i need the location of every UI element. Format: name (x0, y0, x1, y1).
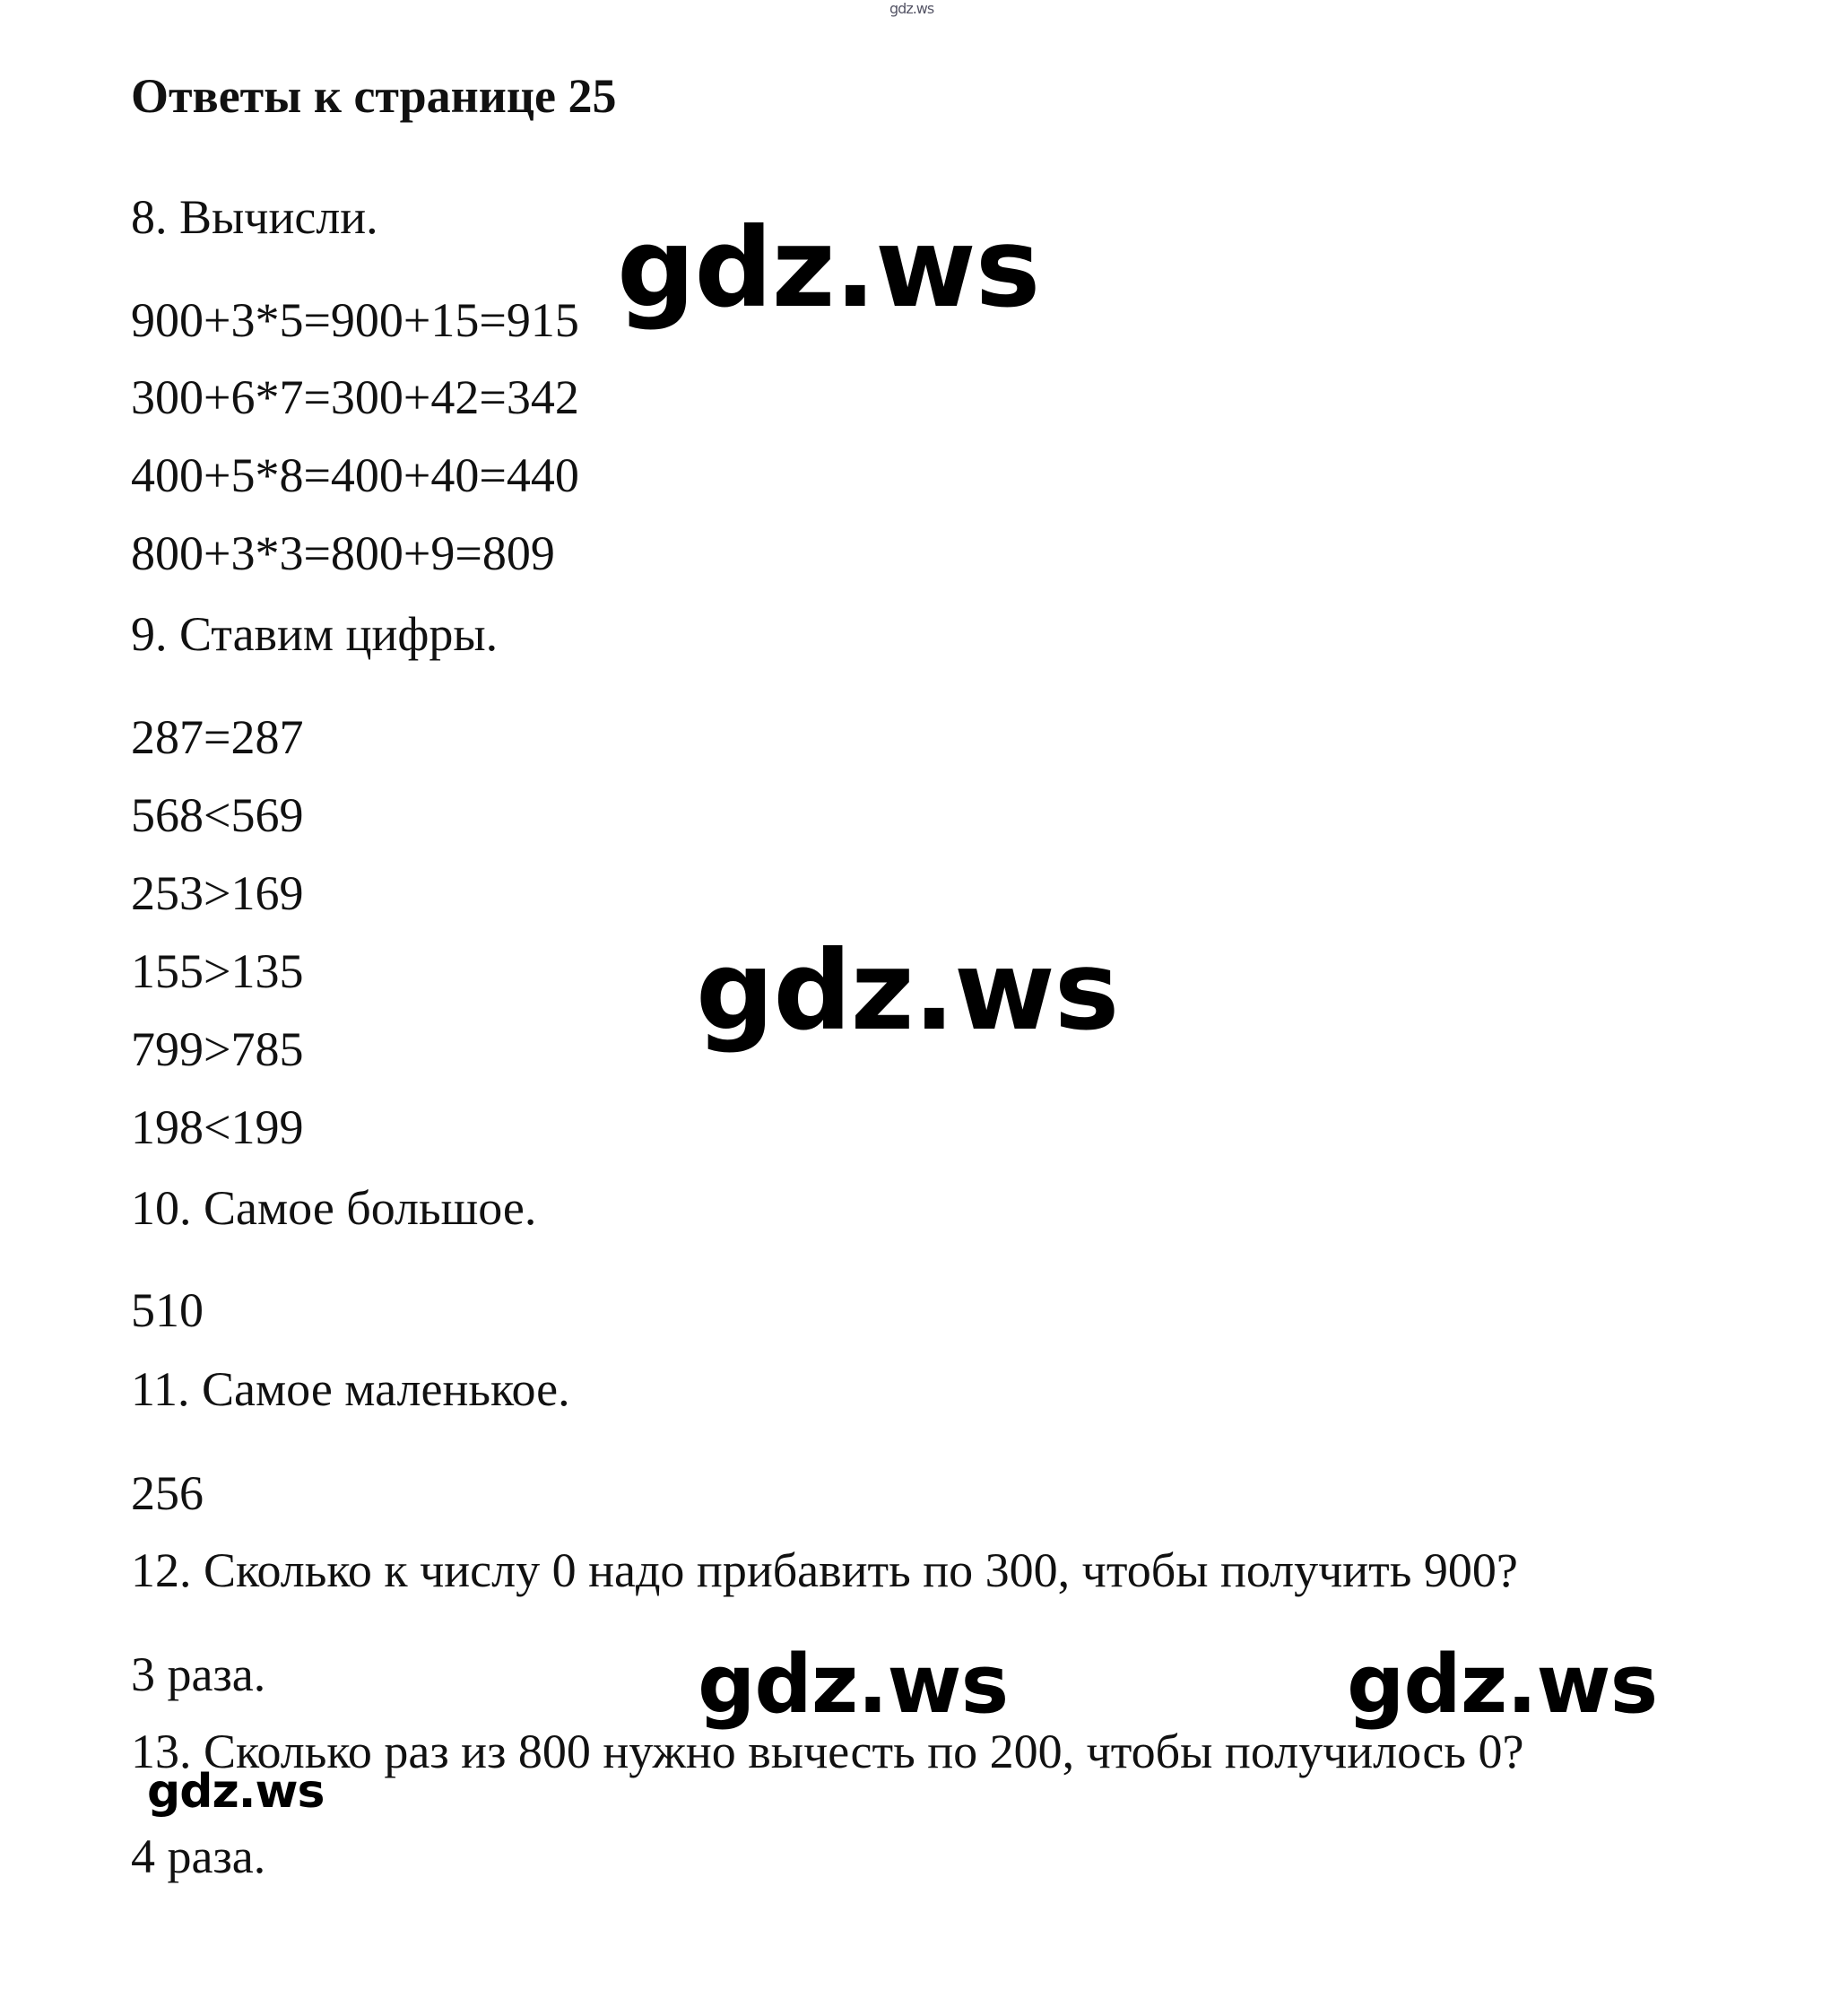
task10-answer: 510 (131, 1283, 204, 1337)
watermark-upper: gdz.ws (617, 204, 1040, 332)
task8-line-2: 300+6*7=300+42=342 (131, 370, 579, 424)
task9-line-2: 568<569 (131, 788, 304, 842)
watermark-small-left: gdz.ws (147, 1765, 325, 1819)
task11-heading: 11. Самое маленькое. (131, 1362, 570, 1416)
task13-heading: 13. Сколько раз из 800 нужно вычесть по 200, чтобы получилось 0? (131, 1725, 1524, 1778)
task8-heading: 8. Вычисли. (131, 190, 378, 244)
task11-answer: 256 (131, 1466, 204, 1520)
watermark-middle: gdz.ws (696, 927, 1119, 1055)
task9-line-6: 198<199 (131, 1100, 304, 1154)
task10-heading: 10. Самое большое. (131, 1181, 537, 1235)
task13-answer: 4 раза. (131, 1829, 266, 1883)
task8-line-4: 800+3*3=800+9=809 (131, 526, 555, 580)
watermark-tiny-top: gdz.ws (889, 0, 934, 17)
page-title: Ответы к странице 25 (131, 69, 617, 123)
task9-heading: 9. Ставим цифры. (131, 607, 499, 661)
task9-line-4: 155>135 (131, 944, 304, 998)
task9-line-5: 799>785 (131, 1022, 304, 1076)
task12-heading: 12. Сколько к числу 0 надо прибавить по 300, чтобы получить 900? (131, 1543, 1518, 1597)
task9-line-1: 287=287 (131, 710, 304, 764)
task8-line-1: 900+3*5=900+15=915 (131, 293, 579, 347)
task9-line-3: 253>169 (131, 866, 304, 920)
watermark-lower-right: gdz.ws (1347, 1638, 1658, 1732)
watermark-lower-center: gdz.ws (698, 1638, 1009, 1732)
task12-answer: 3 раза. (131, 1647, 266, 1701)
task8-line-3: 400+5*8=400+40=440 (131, 448, 579, 502)
